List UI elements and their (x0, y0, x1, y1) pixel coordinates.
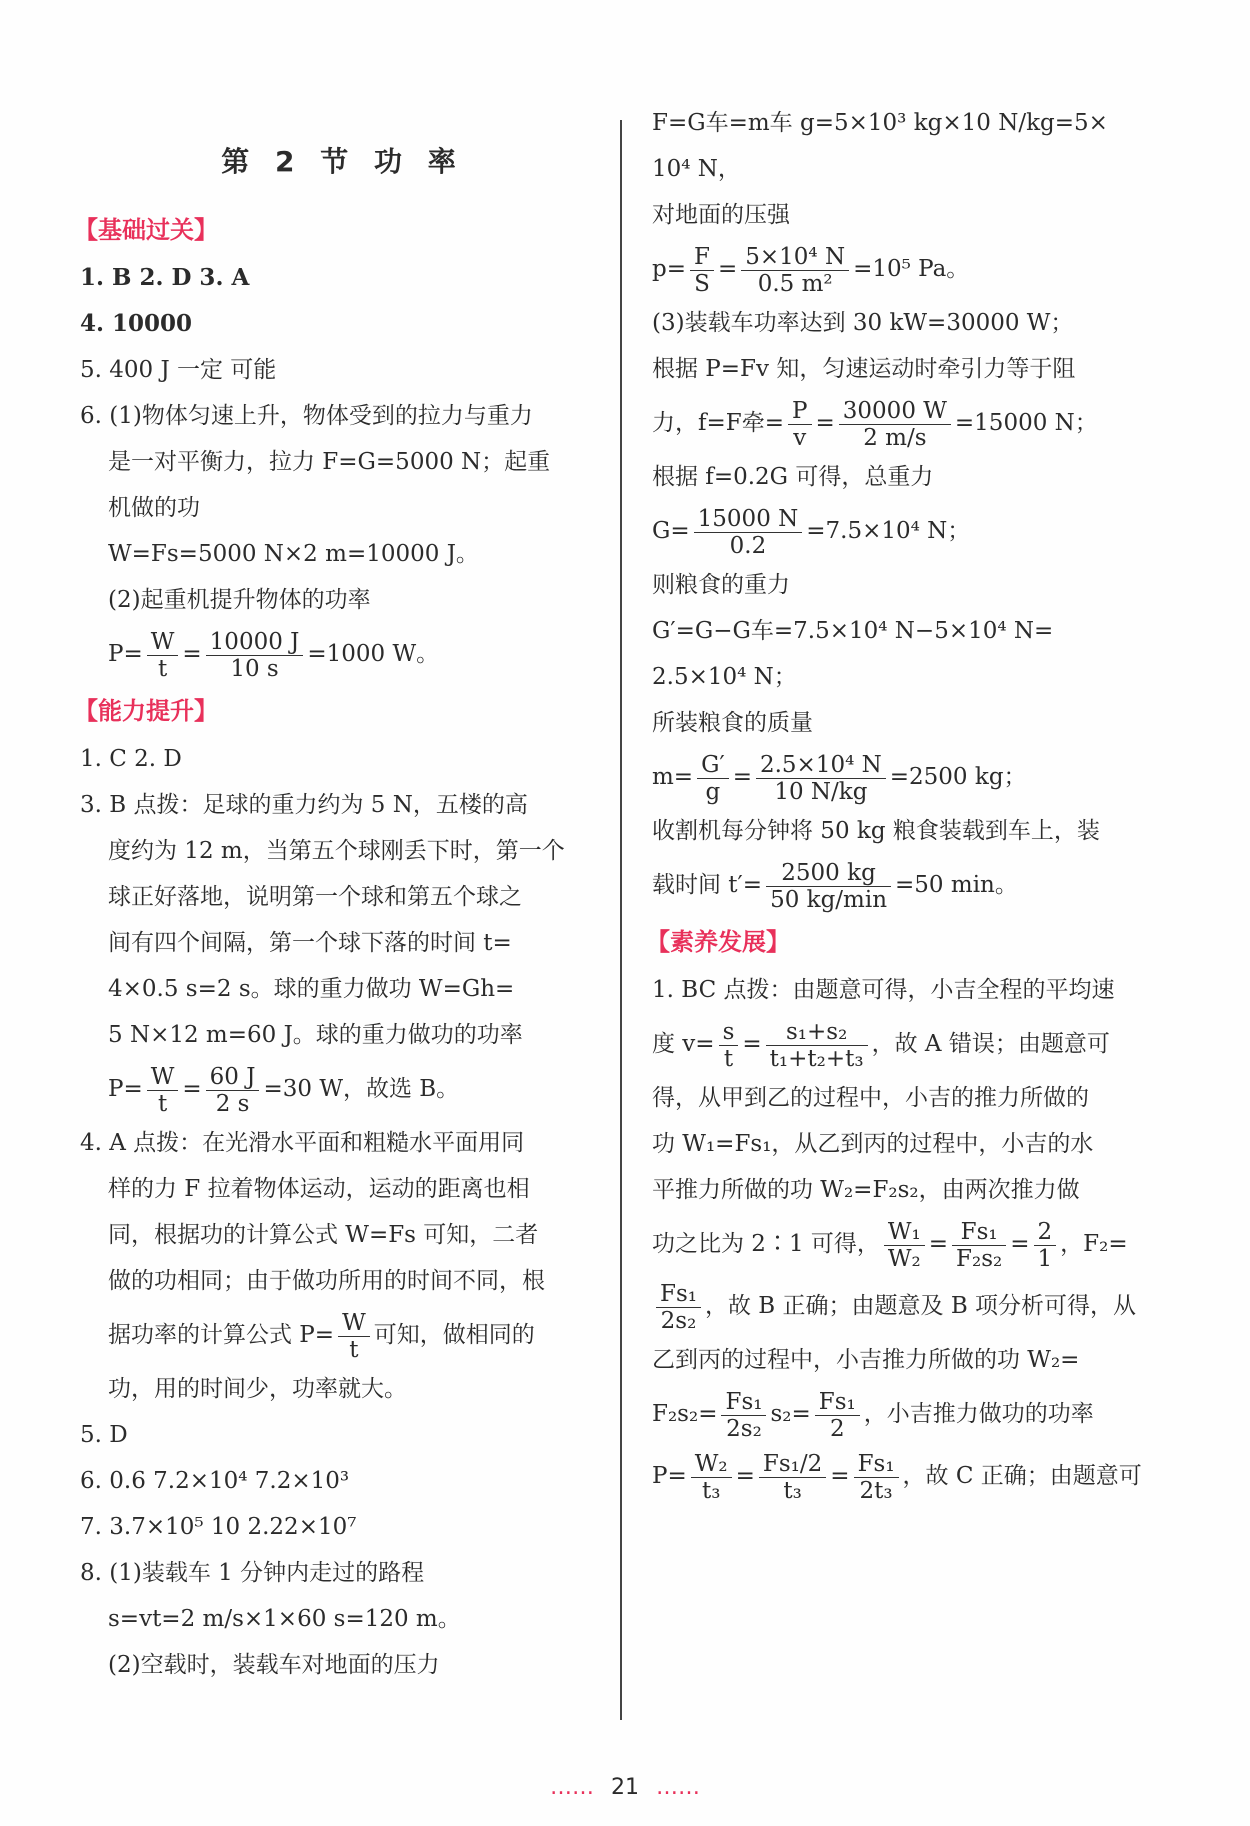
answer-line: 10⁴ N， (652, 156, 741, 182)
answer-line: 4. A 点拨：在光滑水平面和粗糙水平面用同 (80, 1130, 525, 1156)
footer-dots-right: …… (656, 1775, 700, 1800)
answer-line: 1. BC 点拨：由题意可得，小吉全程的平均速 (652, 977, 1115, 1003)
answer-line: 根据 P=Fv 知，匀速运动时牵引力等于阻 (652, 356, 1076, 382)
answer-line: 得，从甲到乙的过程中，小吉的推力所做的 (652, 1085, 1089, 1111)
answer-line: 4×0.5 s=2 s。球的重力做功 W=Gh= (108, 976, 515, 1002)
answer-line: 同，根据功的计算公式 W=Fs 可知，二者 (108, 1222, 539, 1248)
answer-line: 4. 10000 (80, 310, 193, 337)
answer-line: 5 N×12 m=60 J。球的重力做功的功率 (108, 1022, 523, 1048)
answer-line: 2.5×10⁴ N； (652, 664, 797, 690)
answer-line: 样的力 F 拉着物体运动，运动的距离也相 (108, 1176, 530, 1202)
formula-gravity: G= $\frac{15000 N}{0.2}$ =7.5×10⁴ N； (652, 505, 971, 559)
formula-power-c: P= $\frac{\text{W₂}}{\text{t₃}}$ = $\frac{\text{Fs₁/2}}{\text{t₃}}$ = $\frac{\text{Fs₁}}{\text{2t₃}}$ ，故 C 正确；由题意可 (652, 1450, 1142, 1504)
column-divider (620, 120, 622, 1720)
answer-line: 做的功相同；由于做功所用的时间不同，根 (108, 1268, 545, 1294)
answer-line: 8. (1)装载车 1 分钟内走过的路程 (80, 1560, 425, 1586)
page-footer (0, 1775, 1250, 1800)
answer-line: 6. (1)物体匀速上升，物体受到的拉力与重力 (80, 403, 533, 429)
answer-line: 对地面的压强 (652, 202, 790, 228)
answer-line: 乙到丙的过程中，小吉推力所做的功 W₂= (652, 1347, 1080, 1373)
answer-line: 机做的功 (108, 495, 200, 521)
answer-line: 1. C 2. D (80, 746, 182, 772)
answer-line: 功，用的时间少，功率就大。 (108, 1376, 407, 1402)
formula-work: F₂s₂= $\frac{\text{Fs₁}}{\text{2s₂}}$ s₂= $\frac{\text{Fs₁}}{2}$ ，小吉推力做功的功率 (652, 1388, 1094, 1442)
section-title: 第 2 节 功 率 (221, 145, 464, 178)
right-column (646, 100, 1152, 1507)
answer-line: 3. B 点拨：足球的重力约为 5 N，五楼的高 (80, 792, 528, 818)
formula-ratio-2: $\frac{\text{Fs₁}}{\text{2s₂}}$ ，故 B 正确；由题意及 B 项分析可得，从 (652, 1275, 1152, 1337)
left-column (74, 100, 605, 1688)
formula-velocity: 度 v= $\frac{s}{t}$ = $\frac{\text{s₁+s₂}}{\text{t₁+t₂+t₃}}$ ，故 A 错误；由题意可 (652, 1018, 1110, 1072)
answer-line: 所装粮食的质量 (652, 710, 813, 736)
answer-line: 是一对平衡力，拉力 F=G=5000 N；起重 (108, 449, 551, 475)
answer-line: 间有四个间隔，第一个球下落的时间 t= (108, 930, 512, 956)
formula-friction: 力，f=F牵= $\frac{P}{v}$ = $\frac{30000 W}{2 m/s}$ =15000 N； (652, 397, 1098, 451)
answer-line: 7. 3.7×10⁵ 10 2.22×10⁷ (80, 1514, 357, 1540)
formula-mass: m= $\frac{G'}{g}$ = $\frac{\text{2.5×10⁴ N}}{10 N/kg}$ =2500 kg； (652, 751, 1027, 805)
answer-line: 6. 0.6 7.2×10⁴ 7.2×10³ (80, 1468, 350, 1494)
answer-line: 球正好落地，说明第一个球和第五个球之 (108, 884, 522, 910)
formula-pressure: p= $\frac{F}{S}$ = $\frac{\text{5×10⁴ N}}{\text{0.5 m²}}$ =10⁵ Pa。 (652, 243, 970, 297)
answer-line: 1. B 2. D 3. A (80, 264, 250, 291)
answer-line: 根据 f=0.2G 可得，总重力 (652, 464, 934, 490)
heading-literacy: 【素养发展】 (646, 928, 790, 956)
answer-line: 平推力所做的功 W₂=F₂s₂，由两次推力做 (652, 1177, 1080, 1203)
answer-line: 功 W₁=Fs₁，从乙到丙的过程中，小吉的水 (652, 1131, 1094, 1157)
answer-line: F=G车=m车 g=5×10³ kg×10 N/kg=5× (652, 110, 1108, 136)
answer-line: 收割机每分钟将 50 kg 粮食装载到车上，装 (652, 818, 1100, 844)
answer-line: (2)起重机提升物体的功率 (108, 587, 371, 613)
heading-basic: 【基础过关】 (74, 216, 218, 244)
answer-line: s=vt=2 m/s×1×60 s=120 m。 (108, 1606, 461, 1632)
formula-power-1: P= $\frac{W}{t}$ = $\frac{10000 J}{10 s}$ =1000 W。 (108, 628, 440, 682)
answer-line: 则粮食的重力 (652, 572, 790, 598)
answer-line: (2)空载时，装载车对地面的压力 (108, 1652, 440, 1678)
footer-dots-left: …… (550, 1775, 594, 1800)
heading-ability: 【能力提升】 (74, 697, 218, 725)
answer-line: W=Fs=5000 N×2 m=10000 J。 (108, 541, 479, 567)
answer-line: 5. D (80, 1422, 128, 1448)
answer-line: (3)装载车功率达到 30 kW=30000 W； (652, 310, 1074, 336)
formula-power-2: P= $\frac{W}{t}$ = $\frac{60 J}{2 s}$ =30 W，故选 B。 (108, 1063, 460, 1117)
answer-line: 度约为 12 m，当第五个球刚丢下时，第一个 (108, 838, 565, 864)
answer-line: G′=G−G车=7.5×10⁴ N−5×10⁴ N= (652, 618, 1054, 644)
answer-line: 5. 400 J 一定 可能 (80, 357, 277, 383)
formula-time: 载时间 t′= $\frac{2500 kg}{50 kg/\min}$ =50 min。 (652, 859, 1018, 913)
formula-q4: 据功率的计算公式 P= $\frac{W}{t}$ 可知，做相同的 (108, 1309, 535, 1363)
page-number: 21 (611, 1775, 639, 1800)
formula-ratio: 功之比为 2∶1 可得， $\frac{\text{W₁}}{\text{W₂}}$ = $\frac{\text{Fs₁}}{\text{F₂s₂}}$ = $\frac{2}{1}$ ，F₂= (652, 1218, 1128, 1272)
